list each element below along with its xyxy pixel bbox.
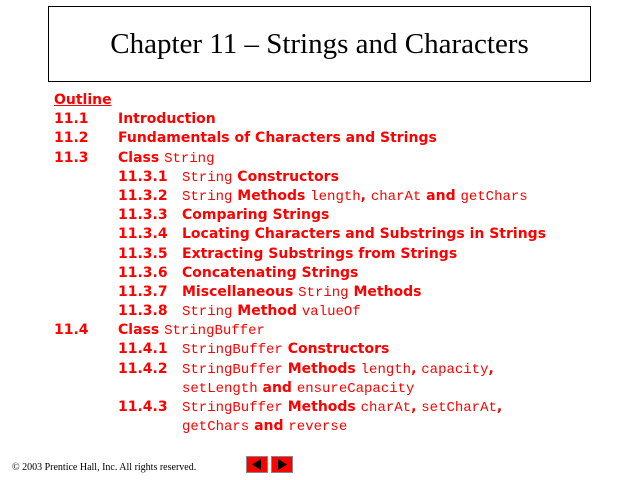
item-title <box>118 129 437 148</box>
code-text: String <box>182 304 233 321</box>
item-number: 11.4.1 <box>118 341 168 358</box>
item-title <box>118 149 214 169</box>
title-text: Methods <box>348 283 422 300</box>
title-text: Methods <box>282 399 361 415</box>
outline-subitem <box>54 206 634 225</box>
outline-subitem <box>54 225 634 244</box>
item-title <box>182 283 422 303</box>
title-text: Miscellaneous <box>182 283 299 300</box>
item-title <box>182 302 361 322</box>
outline-heading-row <box>54 91 634 110</box>
outline-subitem <box>54 264 634 283</box>
code-text: valueOf <box>301 304 361 321</box>
outline-subitem <box>54 283 634 302</box>
outline-subitem <box>54 398 634 417</box>
title-text: Methods <box>282 360 361 377</box>
title-text: Fundamentals of Characters and Strings <box>118 130 437 147</box>
code-text: length <box>360 361 412 378</box>
outline-item <box>54 149 634 168</box>
item-number: 11.3.4 <box>118 226 168 243</box>
item-title <box>118 321 265 341</box>
item-title <box>182 245 457 264</box>
code-text: StringBuffer <box>182 342 283 359</box>
title-text: Comparing Strings <box>182 207 330 224</box>
outline-item <box>54 321 634 340</box>
outline-subitem <box>54 340 634 359</box>
item-title <box>182 417 347 437</box>
title-text: , <box>411 360 422 377</box>
item-title <box>182 398 502 418</box>
item-title <box>182 264 358 283</box>
outline-label: Outline <box>54 92 112 108</box>
code-text: length <box>310 188 361 205</box>
item-number: 11.3.7 <box>118 283 168 300</box>
item-number: 11.3.1 <box>118 168 168 185</box>
title-text: Concatenating Strings <box>182 264 359 281</box>
code-text: getChars <box>460 188 528 205</box>
title-text: Locating Characters and Substrings in Strings <box>182 226 547 243</box>
title-text: Methods <box>232 187 311 204</box>
outline <box>54 91 634 436</box>
outline-subitem <box>54 187 634 206</box>
item-number: 11.3 <box>54 149 89 166</box>
title-text: Extracting Substrings from Strings <box>182 245 458 262</box>
title-text: , <box>411 399 422 415</box>
title-text: and <box>257 379 297 396</box>
code-text: capacity <box>421 361 489 378</box>
item-title <box>182 168 339 188</box>
title-text: Class <box>118 149 165 166</box>
item-title <box>182 187 528 207</box>
outline-list <box>54 110 634 436</box>
code-text: reverse <box>288 419 348 436</box>
item-number: 11.4 <box>54 322 89 339</box>
outline-subitem <box>54 302 634 321</box>
title-text: Constructors <box>282 341 390 358</box>
item-number: 11.2 <box>54 130 89 147</box>
title-text: Constructors <box>232 168 339 185</box>
item-number: 11.1 <box>54 111 89 128</box>
code-text: setLength <box>182 380 258 397</box>
outline-subitem <box>54 379 634 398</box>
code-text: String <box>298 284 349 301</box>
code-text: ensureCapacity <box>296 380 415 397</box>
code-text: String <box>182 169 233 186</box>
code-text: setCharAt <box>421 400 497 416</box>
item-number: 11.3.3 <box>118 207 168 224</box>
triangle-right-icon <box>272 457 292 472</box>
item-number: 11.3.6 <box>118 264 168 281</box>
title-text: and <box>249 418 289 435</box>
slide-title: Chapter 11 – Strings and Characters <box>48 6 591 82</box>
outline-subitem <box>54 417 634 436</box>
item-title <box>182 225 546 244</box>
item-number: 11.4.2 <box>118 360 168 377</box>
next-slide-button[interactable] <box>271 456 293 473</box>
item-title <box>182 360 494 380</box>
item-title <box>182 206 329 225</box>
title-text: , <box>496 399 503 415</box>
title-text: , <box>488 360 494 377</box>
item-number: 11.3.5 <box>118 245 168 262</box>
copyright-footer: © 2003 Prentice Hall, Inc. All rights reserved. <box>12 462 197 473</box>
title-text: Class <box>118 322 165 339</box>
outline-subitem <box>54 360 634 379</box>
triangle-left-icon <box>247 457 267 472</box>
code-text: charAt <box>370 188 422 205</box>
code-text: getChars <box>182 419 250 436</box>
item-title <box>182 379 414 399</box>
code-text: StringBuffer <box>182 361 283 378</box>
code-text: charAt <box>360 400 412 416</box>
code-text: StringBuffer <box>164 323 265 340</box>
outline-subitem <box>54 168 634 187</box>
title-text: , <box>360 187 371 204</box>
item-number: 11.3.8 <box>118 303 168 320</box>
outline-item <box>54 129 634 148</box>
title-text: Method <box>232 303 302 320</box>
title-text: and <box>421 187 461 204</box>
code-text: String <box>164 150 215 167</box>
previous-slide-button[interactable] <box>246 456 268 473</box>
item-title <box>118 110 216 129</box>
item-number: 11.3.2 <box>118 187 168 204</box>
title-text: Introduction <box>118 111 216 128</box>
code-text: StringBuffer <box>182 400 283 416</box>
outline-subitem <box>54 245 634 264</box>
code-text: String <box>182 188 233 205</box>
outline-item <box>54 110 634 129</box>
item-number: 11.4.3 <box>118 399 168 415</box>
item-title <box>182 340 389 360</box>
